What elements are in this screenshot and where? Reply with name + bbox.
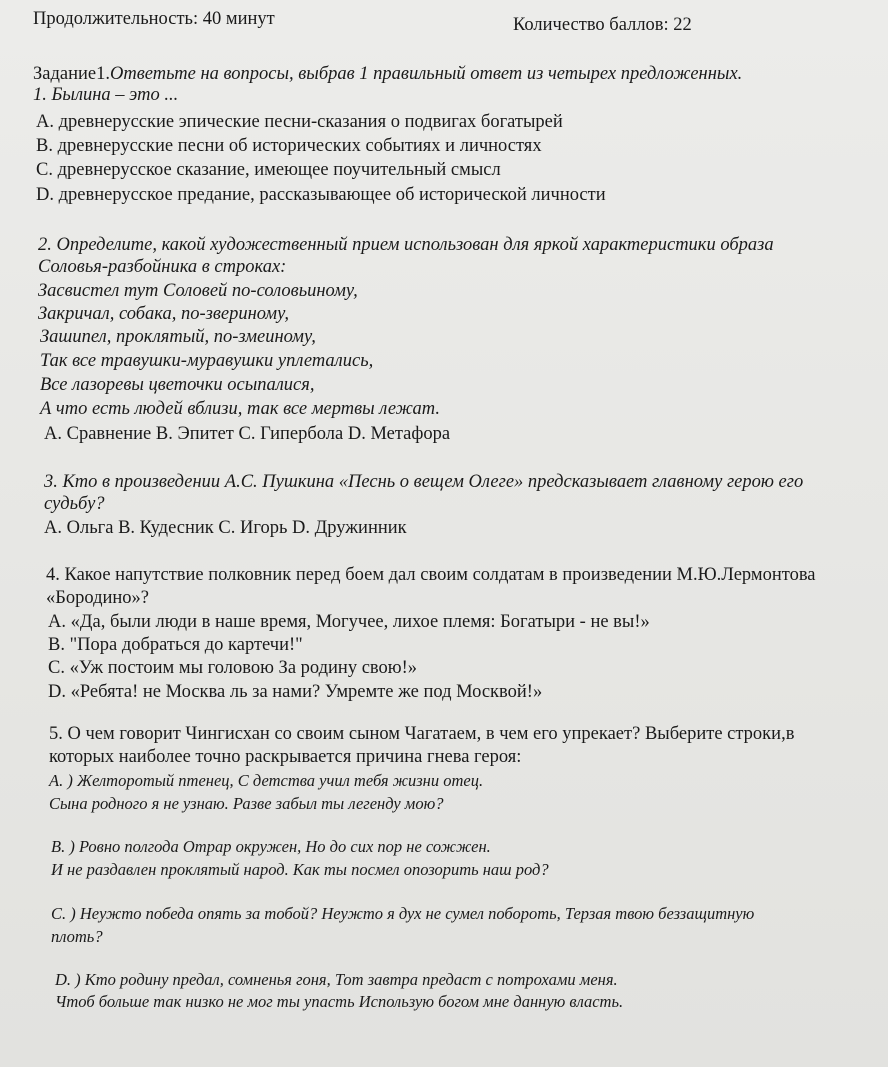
q4-option-d: D. «Ребята! не Москва ль за нами? Умремте же под Москвой!»: [48, 682, 543, 702]
points-text: Количество баллов: 22: [513, 15, 692, 35]
q4-question-line1: 4. Какое напутствие полковник перед боем дал своим солдатам в произведении М.Ю.Лермонтова: [46, 565, 816, 585]
q1-option-a: А. древнерусские эпические песни-сказания о подвигах богатырей: [36, 112, 563, 132]
q5-option-a-line2: Сына родного я не узнаю. Разве забыл ты легенду мою?: [49, 794, 444, 813]
q4-option-a: А. «Да, были люди в наше время, Могучее, лихое племя: Богатыри - не вы!»: [48, 612, 650, 632]
q2-question-line2: Соловья-разбойника в строках:: [38, 257, 287, 277]
q3-question-line1: 3. Кто в произведении А.С. Пушкина «Песнь о вещем Олеге» предсказывает главному герою его: [44, 472, 804, 492]
q5-option-d-line2: Чтоб больше так низко не мог ты упасть Использую богом мне данную власть.: [55, 992, 624, 1011]
task-label: Задание1.: [33, 64, 110, 84]
q1-option-c: С. древнерусское сказание, имеющее поучительный смысл: [36, 160, 501, 180]
q5-option-c-line2: плоть?: [51, 927, 103, 946]
q4-option-b: В. "Пора добраться до картечи!": [48, 635, 303, 655]
q1-question: 1. Былина – это ...: [33, 85, 179, 105]
task-heading: [33, 63, 742, 85]
q2-poem-line: Засвистел тут Соловей по-соловьиному,: [38, 281, 358, 301]
q4-option-c: С. «Уж постоим мы головою За родину свою!»: [48, 658, 418, 678]
q2-options: А. Сравнение В. Эпитет С. Гипербола D. Метафора: [44, 424, 451, 444]
q3-question-line2: судьбу?: [44, 494, 105, 514]
q2-poem-line: Так все травушки-муравушки уплетались,: [40, 351, 374, 371]
q5-option-d-line1: D. ) Кто родину предал, сомненья гоня, Тот завтра предаст с потрохами меня.: [55, 970, 618, 989]
q4-question-line2: «Бородино»?: [46, 588, 150, 608]
q5-option-a-line1: А. ) Желторотый птенец, С детства учил тебя жизни отец.: [49, 771, 484, 790]
q1-option-d: D. древнерусское предание, рассказывающее об исторической личности: [36, 185, 606, 205]
q5-option-b-line1: В. ) Ровно полгода Отрар окружен, Но до сих пор не сожжен.: [51, 837, 491, 856]
q5-question-line1: 5. О чем говорит Чингисхан со своим сыном Чагатаем, в чем его упрекает? Выберите строки,в: [49, 724, 795, 744]
q3-options: А. Ольга В. Кудесник С. Игорь D. Дружинник: [44, 518, 407, 538]
q5-option-b-line2: И не раздавлен проклятый народ. Как ты посмел опозорить наш род?: [51, 860, 549, 879]
task-instruction: Ответьте на вопросы, выбрав 1 правильный ответ из четырех предложенных.: [110, 64, 743, 84]
q2-poem-line: А что есть людей вблизи, так все мертвы лежат.: [40, 399, 440, 419]
q5-question-line2: которых наиболее точно раскрывается причина гнева героя:: [49, 747, 522, 767]
q2-question-line1: 2. Определите, какой художественный прием использован для яркой характеристики образа: [38, 235, 774, 255]
q5-option-c-line1: С. ) Неужто победа опять за тобой? Неужто я дух не сумел побороть, Терзая твою беззащитную: [51, 904, 755, 923]
q1-option-b: В. древнерусские песни об исторических событиях и личностях: [36, 136, 542, 156]
q2-poem-line: Зашипел, проклятый, по-змеиному,: [40, 327, 316, 347]
duration-text: Продолжительность: 40 минут: [33, 9, 275, 29]
q2-poem-line: Закричал, собака, по-звериному,: [38, 304, 290, 324]
q2-poem-line: Все лазоревы цветочки осыпалися,: [40, 375, 315, 395]
